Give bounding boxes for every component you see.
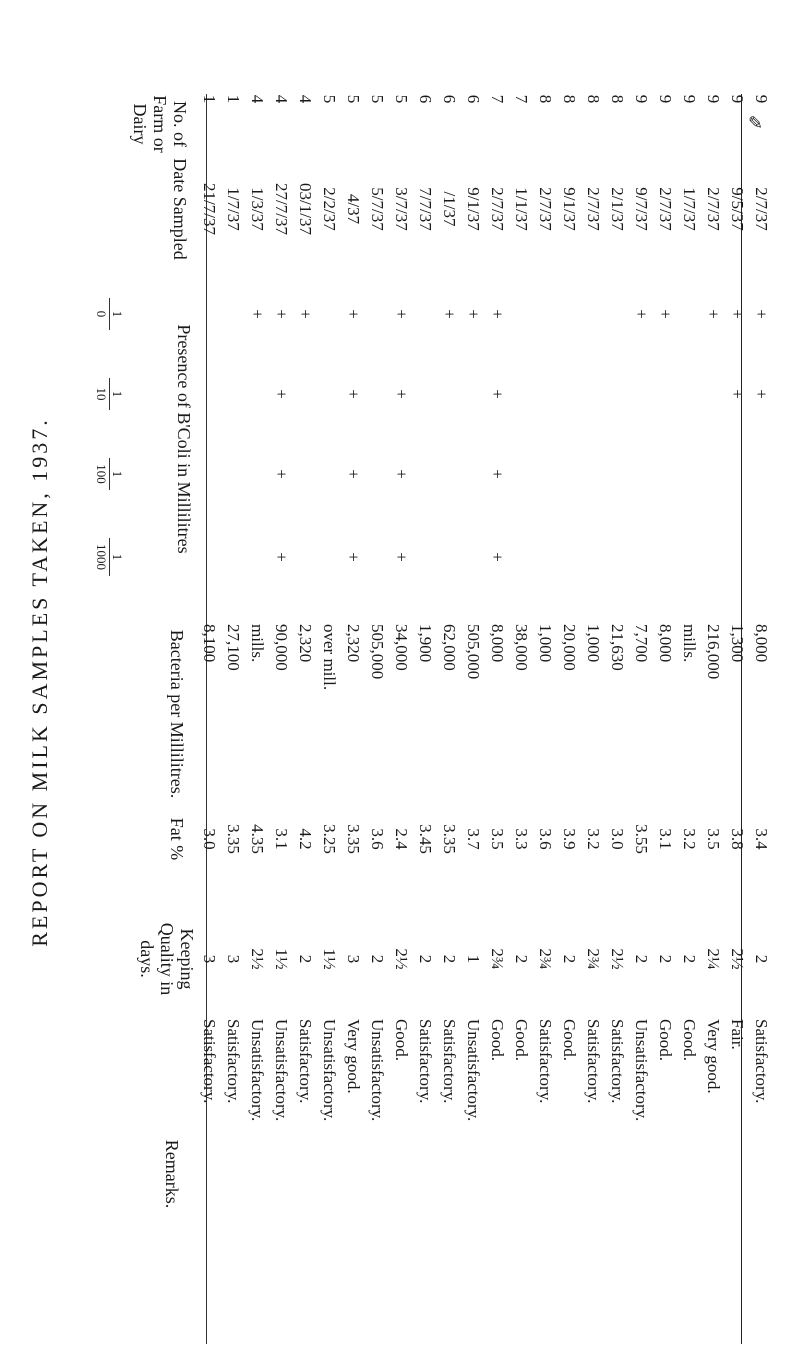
keeping-quality: 2½ <box>608 948 627 970</box>
keeping-quality: 1½ <box>320 948 339 970</box>
remarks: Fair. <box>728 1019 747 1050</box>
date-sampled: 1/7/37 <box>224 187 243 231</box>
keeping-quality: 2½ <box>248 948 267 970</box>
bacteria-count: 1,000 <box>536 624 555 663</box>
bcoli-frac-2-den: 100 <box>94 464 109 484</box>
fat-percent: 3.45 <box>416 824 435 854</box>
fat-percent: 3.3 <box>512 828 531 850</box>
date-sampled: 7/7/37 <box>416 187 435 231</box>
bacteria-count: 505,000 <box>368 624 387 680</box>
keeping-quality: 1 <box>464 954 483 964</box>
bcoli-result-0: + <box>704 309 723 319</box>
keeping-quality: 2 <box>632 954 651 964</box>
remarks: Satisfactory. <box>536 1019 555 1104</box>
table-row <box>702 94 724 1344</box>
remarks: Very good. <box>704 1019 723 1094</box>
fat-percent: 3.9 <box>560 828 579 850</box>
bacteria-count: 1,900 <box>416 624 435 663</box>
date-sampled: 9/5/37 <box>728 187 747 231</box>
farm-number: 6 <box>416 94 435 104</box>
farm-number: 1 <box>200 94 219 104</box>
date-sampled: /1/37 <box>440 191 459 227</box>
bcoli-frac-3-den: 1000 <box>94 544 109 570</box>
farm-number: 9 <box>680 94 699 104</box>
bacteria-count: 216,000 <box>704 624 723 680</box>
bcoli-result-0: + <box>728 309 747 319</box>
table-row <box>534 94 556 1344</box>
table-row <box>270 94 292 1344</box>
bacteria-count: 27,100 <box>224 624 243 671</box>
fat-percent: 3.0 <box>200 828 219 850</box>
farm-number: 4 <box>272 94 291 104</box>
keeping-quality: 3 <box>344 954 363 964</box>
bcoli-result-0: + <box>440 309 459 319</box>
date-sampled: 9/7/37 <box>632 187 651 231</box>
bacteria-count: mills. <box>680 624 699 663</box>
farm-number: 9 <box>704 94 723 104</box>
bacteria-count: 8,100 <box>200 624 219 663</box>
remarks: Good. <box>488 1019 507 1062</box>
remarks: Unsatisfactory. <box>320 1019 339 1122</box>
keeping-quality: 3 <box>200 954 219 964</box>
bcoli-frac-2 <box>95 454 124 494</box>
table-row <box>390 94 412 1344</box>
fat-percent: 3.2 <box>680 828 699 850</box>
farm-number: 8 <box>584 94 603 104</box>
bcoli-result-3: + <box>344 552 363 562</box>
bcoli-frac-0-num: 1 <box>110 310 125 318</box>
bcoli-result-0: + <box>632 309 651 319</box>
table-row <box>582 94 604 1344</box>
table-row <box>462 94 484 1344</box>
bcoli-result-0: + <box>272 309 291 319</box>
header-keeping: Keeping Quality in days. <box>137 922 197 996</box>
date-sampled: 2/2/37 <box>320 187 339 231</box>
table-row <box>342 94 364 1344</box>
table-row <box>198 94 220 1344</box>
bcoli-result-3: + <box>392 552 411 562</box>
date-sampled: 2/7/37 <box>704 187 723 231</box>
remarks: Unsatisfactory. <box>368 1019 387 1122</box>
date-sampled: 27/7/37 <box>272 183 291 235</box>
bcoli-result-0: + <box>464 309 483 319</box>
bcoli-result-0: + <box>344 309 363 319</box>
bcoli-result-1: + <box>344 389 363 399</box>
remarks: Unsatisfactory. <box>464 1019 483 1122</box>
remarks: Good. <box>656 1019 675 1062</box>
fat-percent: 4.2 <box>296 828 315 850</box>
header-remarks: Remarks. <box>162 1139 182 1209</box>
farm-number: 9 <box>752 94 771 104</box>
farm-number: 5 <box>320 94 339 104</box>
table-row <box>558 94 580 1344</box>
bacteria-count: 8,000 <box>752 624 771 663</box>
header-fat: Fat % <box>167 817 187 861</box>
keeping-quality: 2 <box>416 954 435 964</box>
fat-percent: 3.8 <box>728 828 747 850</box>
fat-percent: 3.35 <box>344 824 363 854</box>
bacteria-count: 8,000 <box>488 624 507 663</box>
bcoli-frac-1-den: 10 <box>94 387 109 401</box>
bacteria-count: mills. <box>248 624 267 663</box>
remarks: Unsatisfactory. <box>632 1019 651 1122</box>
bacteria-count: 1,300 <box>728 624 747 663</box>
bcoli-frac-0-den: 0 <box>94 310 109 318</box>
bacteria-count: 2,320 <box>296 624 315 663</box>
date-sampled: 2/7/37 <box>584 187 603 231</box>
bcoli-result-0: + <box>248 309 267 319</box>
date-sampled: 4/37 <box>344 193 363 225</box>
date-sampled: 03/1/37 <box>296 183 315 235</box>
bacteria-count: 38,000 <box>512 624 531 671</box>
fat-percent: 3.35 <box>224 824 243 854</box>
farm-number: 9 <box>656 94 675 104</box>
remarks: Good. <box>560 1019 579 1062</box>
fat-percent: 3.6 <box>536 828 555 850</box>
table-row <box>318 94 340 1344</box>
remarks: Satisfactory. <box>440 1019 459 1104</box>
date-sampled: 1/3/37 <box>248 187 267 231</box>
milk-samples-table <box>90 94 771 1344</box>
date-sampled: 2/7/37 <box>656 187 675 231</box>
bcoli-frac-2-num: 1 <box>110 470 125 478</box>
bcoli-result-0: + <box>392 309 411 319</box>
farm-number: 4 <box>248 94 267 104</box>
table-row <box>438 94 460 1344</box>
table-row <box>366 94 388 1344</box>
bacteria-count: 62,000 <box>440 624 459 671</box>
fat-percent: 4.35 <box>248 824 267 854</box>
bcoli-result-2: + <box>272 469 291 479</box>
fat-percent: 3.0 <box>608 828 627 850</box>
keeping-quality: 1½ <box>272 948 291 970</box>
bacteria-count: 90,000 <box>272 624 291 671</box>
table-row <box>678 94 700 1344</box>
date-sampled: 9/1/37 <box>560 187 579 231</box>
bcoli-result-1: + <box>488 389 507 399</box>
farm-number: 9 <box>728 94 747 104</box>
keeping-quality: 2 <box>440 954 459 964</box>
remarks: Satisfactory. <box>416 1019 435 1104</box>
bcoli-frac-1-num: 1 <box>110 390 125 398</box>
bacteria-count: 21,630 <box>608 624 627 671</box>
header-date: Date Sampled <box>170 158 190 260</box>
keeping-quality: 2 <box>368 954 387 964</box>
bacteria-count: 7,700 <box>632 624 651 663</box>
remarks: Satisfactory. <box>584 1019 603 1104</box>
fat-percent: 3.6 <box>368 828 387 850</box>
fat-percent: 2.4 <box>392 828 411 850</box>
bcoli-frac-3 <box>95 534 124 580</box>
table-row <box>606 94 628 1344</box>
date-sampled: 9/1/37 <box>464 187 483 231</box>
date-sampled: 2/7/37 <box>488 187 507 231</box>
fat-percent: 3.5 <box>488 828 507 850</box>
keeping-quality: 2¾ <box>584 948 603 970</box>
fat-percent: 3.55 <box>632 824 651 854</box>
hand-mark-icon: ✎ <box>748 113 764 133</box>
fat-percent: 3.5 <box>704 828 723 850</box>
farm-number: 6 <box>464 94 483 104</box>
remarks: Satisfactory. <box>224 1019 243 1104</box>
table-row <box>294 94 316 1344</box>
bcoli-frac-1 <box>95 374 124 414</box>
table-row <box>726 94 748 1344</box>
fat-percent: 3.1 <box>272 828 291 850</box>
date-sampled: 1/7/37 <box>680 187 699 231</box>
bcoli-result-2: + <box>488 469 507 479</box>
bcoli-result-0: + <box>488 309 507 319</box>
remarks: Satisfactory. <box>200 1019 219 1104</box>
bacteria-count: 505,000 <box>464 624 483 680</box>
table-row <box>246 94 268 1344</box>
farm-number: 5 <box>368 94 387 104</box>
bcoli-result-2: + <box>392 469 411 479</box>
farm-number: 8 <box>560 94 579 104</box>
keeping-quality: 2½ <box>392 948 411 970</box>
bacteria-count: 2,320 <box>344 624 363 663</box>
bacteria-count: over mill. <box>320 624 339 691</box>
fat-percent: 3.4 <box>752 828 771 850</box>
header-farm: No. of Farm or Dairy <box>130 95 190 153</box>
date-sampled: 21/7/37 <box>200 183 219 235</box>
keeping-quality: 2¾ <box>536 948 555 970</box>
remarks: Very good. <box>344 1019 363 1094</box>
date-sampled: 5/7/37 <box>368 187 387 231</box>
fat-percent: 3.2 <box>584 828 603 850</box>
farm-number: 5 <box>344 94 363 104</box>
farm-number: 8 <box>608 94 627 104</box>
bcoli-result-0: + <box>656 309 675 319</box>
date-sampled: 2/7/37 <box>536 187 555 231</box>
date-sampled: 1/1/37 <box>512 187 531 231</box>
fat-percent: 3.7 <box>464 828 483 850</box>
bacteria-count: 34,000 <box>392 624 411 671</box>
remarks: Satisfactory. <box>608 1019 627 1104</box>
bacteria-count: 20,000 <box>560 624 579 671</box>
keeping-quality: 2 <box>680 954 699 964</box>
keeping-quality: 2¼ <box>704 948 723 970</box>
keeping-quality: 2¾ <box>488 948 507 970</box>
farm-number: 8 <box>536 94 555 104</box>
remarks: Satisfactory. <box>752 1019 771 1104</box>
keeping-quality: 2 <box>296 954 315 964</box>
farm-number: 4 <box>296 94 315 104</box>
keeping-quality: 2 <box>752 954 771 964</box>
table-row <box>414 94 436 1344</box>
bcoli-result-2: + <box>344 469 363 479</box>
table-row <box>630 94 652 1344</box>
bcoli-result-1: + <box>728 389 747 399</box>
page-title: REPORT ON MILK SAMPLES TAKEN, 1937. <box>27 417 52 947</box>
farm-number: 5 <box>392 94 411 104</box>
date-sampled: 2/1/37 <box>608 187 627 231</box>
bacteria-count: 1,000 <box>584 624 603 663</box>
bcoli-result-3: + <box>272 552 291 562</box>
fat-percent: 3.25 <box>320 824 339 854</box>
keeping-quality: 2 <box>512 954 531 964</box>
header-bcoli: Presence of B'Coli in Millilitres <box>174 324 194 554</box>
keeping-quality: 2 <box>560 954 579 964</box>
remarks: Good. <box>512 1019 531 1062</box>
remarks: Unsatisfactory. <box>248 1019 267 1122</box>
table-row <box>486 94 508 1344</box>
remarks: Good. <box>680 1019 699 1062</box>
keeping-quality: 2½ <box>728 948 747 970</box>
farm-number: 7 <box>512 94 531 104</box>
bacteria-count: 8,000 <box>656 624 675 663</box>
remarks: Satisfactory. <box>296 1019 315 1104</box>
bcoli-result-1: + <box>752 389 771 399</box>
bcoli-result-1: + <box>392 389 411 399</box>
farm-number: 9 <box>632 94 651 104</box>
bcoli-result-0: + <box>296 309 315 319</box>
bcoli-result-3: + <box>488 552 507 562</box>
keeping-quality: 3 <box>224 954 243 964</box>
table-row <box>654 94 676 1344</box>
bcoli-result-1: + <box>272 389 291 399</box>
fat-percent: 3.1 <box>656 828 675 850</box>
table-row <box>222 94 244 1344</box>
table-row <box>510 94 532 1344</box>
date-sampled: 3/7/37 <box>392 187 411 231</box>
date-sampled: 2/7/37 <box>752 187 771 231</box>
bcoli-result-0: + <box>752 309 771 319</box>
remarks: Good. <box>392 1019 411 1062</box>
farm-number: 6 <box>440 94 459 104</box>
farm-number: 1 <box>224 94 243 104</box>
table-row <box>750 94 772 1344</box>
bcoli-frac-3-num: 1 <box>110 553 125 561</box>
bcoli-frac-0 <box>95 294 124 334</box>
fat-percent: 3.35 <box>440 824 459 854</box>
header-bacteria: Bacteria per Millilitres. <box>167 629 187 799</box>
keeping-quality: 2 <box>656 954 675 964</box>
remarks: Unsatisfactory. <box>272 1019 291 1122</box>
farm-number: 7 <box>488 94 507 104</box>
